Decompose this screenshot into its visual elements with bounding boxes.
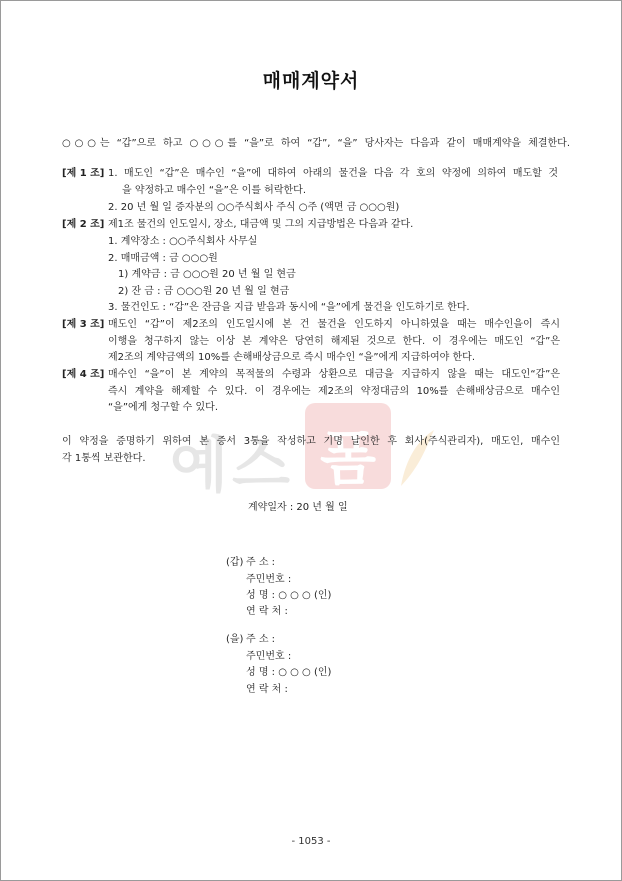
article-4-line-2: 즉시 계약을 해제할 수 있다. 이 경우에는 제2조의 약정대금의 10%를 손해배상금으로 매수인 (108, 386, 560, 397)
article-3-line-3: 제2조의 계약금액의 10%를 손해배상금으로 즉시 매수인 “을”에게 지급하여야 한다. (108, 352, 476, 363)
article-1-line-1: 1. 매도인 “갑”은 매수인 “을”에 대하여 아래의 물건을 다음 각 호의 약정에 의하여 매도할 것 (108, 168, 558, 179)
closing-line-1: 이 약정을 증명하기 위하여 본 증서 3통을 작성하고 기명 날인한 후 회사(주식관리자), 매도인, 매수인 (62, 436, 560, 447)
article-2-line-2: 1. 계약장소 : ○○주식회사 사무실 (108, 236, 258, 247)
article-2-line-3: 2. 매매금액 : 금 ○○○원 (108, 253, 218, 264)
article-2-line-5: 2) 잔 금 : 금 ○○○원 20 년 월 일 현금 (118, 286, 290, 297)
article-3-line-2: 이행을 청구하지 않는 이상 본 계약은 당연히 해제된 것으로 한다. 이 경우에는 매도인 “갑”은 (108, 336, 560, 347)
watermark-box-text: 폼 (319, 424, 377, 492)
party-gap-contact: 연 락 처 : (246, 606, 288, 617)
party-eul-address: 주 소 : (246, 634, 276, 645)
contract-date: 계약일자 : 20 년 월 일 (248, 502, 348, 513)
party-eul-name: 성 명 : ○ ○ ○ (인) (246, 667, 332, 678)
article-2-line-6: 3. 물건인도 : “갑”은 잔금을 지급 받음과 동시에 “을”에게 물건을 인도하기로 한다. (108, 302, 470, 313)
article-4-line-1: 매수인 “을”이 본 계약의 목적물의 수령과 상환으로 대금을 지급하지 않을 때는 대도인“갑”은 (108, 369, 560, 380)
party-gap-name: 성 명 : ○ ○ ○ (인) (246, 590, 332, 601)
article-1-label: [제 1 조] (62, 168, 105, 179)
article-2-label: [제 2 조] (62, 219, 105, 230)
document-title: 매매계약서 (262, 70, 360, 92)
closing-line-2: 각 1통씩 보관한다. (62, 453, 146, 464)
party-eul-tag: (을) (226, 634, 244, 645)
intro-paragraph: ○○○는 “갑”으로 하고 ○○○를 “을”로 하여 “갑”, “을” 당사자는 다음과 같이 매매계약을 체결한다. (62, 138, 570, 149)
watermark-text: 예스 (170, 431, 294, 501)
article-4-label: [제 4 조] (62, 369, 105, 380)
article-3-label: [제 3 조] (62, 319, 105, 330)
article-1-line-3: 2. 20 년 월 일 증자분의 ○○주식회사 주식 ○주 (액면 금 ○○○원) (108, 202, 400, 213)
party-gap-rrn: 주민번호 : (246, 574, 292, 585)
article-2-line-4: 1) 계약금 : 금 ○○○원 20 년 월 일 현금 (118, 269, 296, 280)
party-eul-rrn: 주민번호 : (246, 651, 292, 662)
article-4-line-3: “을”에게 청구할 수 있다. (108, 402, 219, 413)
party-gap-address: 주 소 : (246, 557, 276, 568)
party-eul-contact: 연 락 처 : (246, 684, 288, 695)
page-number: - 1053 - (291, 836, 331, 847)
article-3-line-1: 매도인 “갑”이 제2조의 인도일시에 본 건 물건을 인도하지 아니하였을 때는 매수인을이 즉시 (108, 319, 560, 330)
article-1-line-2: 을 약정하고 매수인 “을”은 이를 허락한다. (122, 185, 306, 196)
article-2-line-1: 제1조 물건의 인도일시, 장소, 대금액 및 그의 지급방법은 다음과 같다. (108, 219, 414, 230)
party-gap-tag: (갑) (226, 557, 244, 568)
